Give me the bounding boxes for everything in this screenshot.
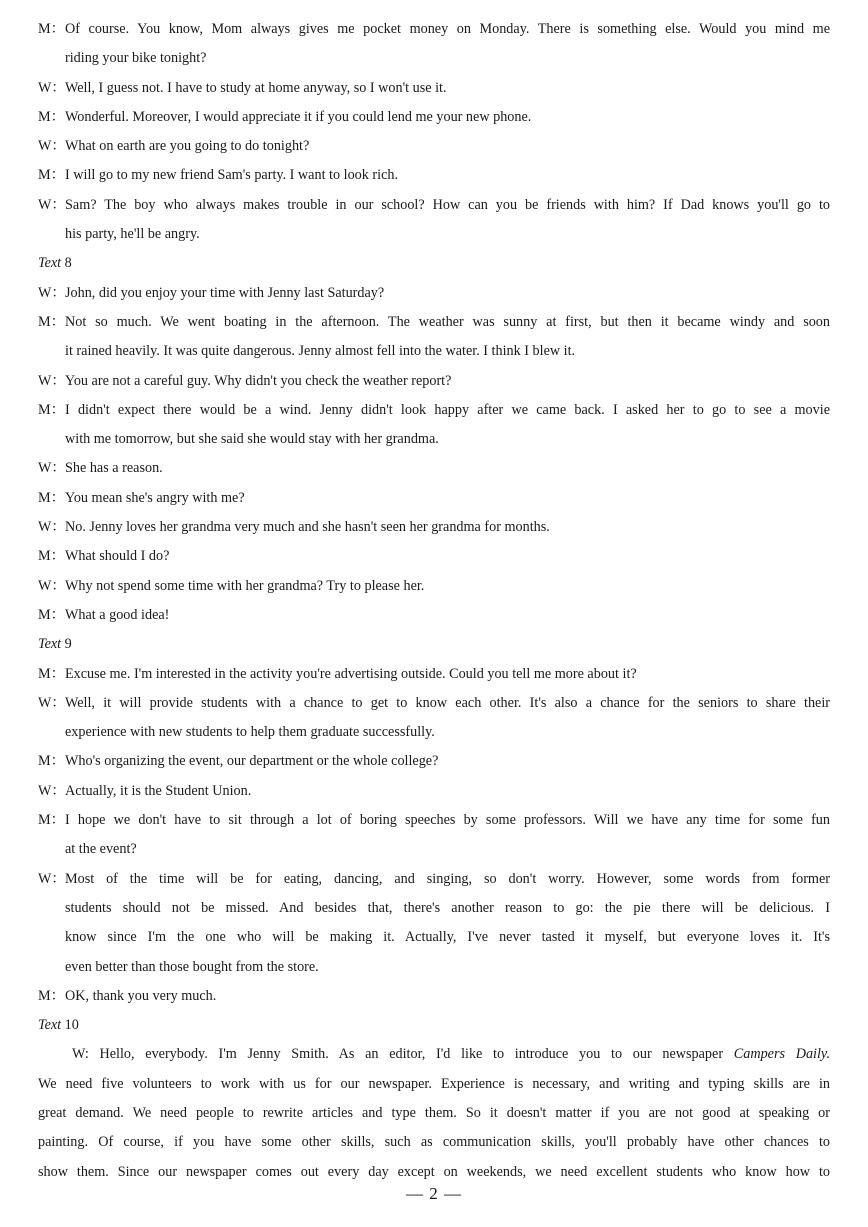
paragraph-line — [38, 1158, 830, 1187]
dialogue-line — [38, 454, 830, 483]
paragraph-text: painting. Of course, if you have some other skills, such as communication skills, you'll probably have other chances to — [38, 1134, 830, 1151]
speaker-label: M： — [38, 167, 65, 184]
speaker-label: W： — [38, 782, 66, 799]
dialogue-text: Sam? The boy who always makes trouble in our school? How can you be friends with him? If Dad knows you'll go to — [65, 196, 830, 213]
dialogue-line — [38, 337, 830, 366]
dialogue-text: Most of the time will be for eating, dancing, and singing, so don't worry. However, some words from former — [65, 870, 830, 887]
paragraph-text: W: Hello, everybody. I'm Jenny Smith. As an editor, I'd like to introduce you to our newspaper — [72, 1046, 734, 1063]
section-label-word: Text — [38, 255, 62, 272]
dialogue-line — [38, 308, 830, 337]
dialogue-text: Of course. You know, Mom always gives me pocket money on Monday. There is something else. Would you mind me — [65, 21, 830, 37]
paragraph-line — [38, 1070, 830, 1099]
section-label-word: Text — [38, 1017, 62, 1034]
dialogue-text: Who's organizing the event, our department or the whole college? — [65, 753, 439, 770]
newspaper-title: Campers Daily. — [733, 1046, 830, 1063]
dialogue-text: even better than those bought from the store. — [65, 958, 319, 975]
dialogue-text: his party, he'll be angry. — [65, 226, 200, 243]
dialogue-line — [38, 44, 830, 73]
speaker-label: M： — [38, 548, 65, 565]
dialogue-line — [38, 689, 830, 718]
dialogue-text: I will go to my new friend Sam's party. I want to look rich. — [65, 167, 399, 184]
dialogue-text: with me tomorrow, but she said she would stay with her grandma. — [65, 431, 439, 448]
dialogue-line — [38, 572, 830, 601]
dialogue-text: at the event? — [65, 841, 137, 858]
speaker-label: W： — [38, 870, 66, 887]
speaker-label: M： — [38, 665, 65, 682]
dialogue-line — [38, 835, 830, 864]
dialogue-line — [38, 865, 830, 894]
dialogue-text: I didn't expect there would be a wind. Jenny didn't look happy after we came back. I asked her to go to see a movie — [65, 401, 830, 418]
dialogue-line — [38, 542, 830, 571]
dialogue-text: OK, thank you very much. — [65, 987, 217, 1004]
speaker-label: W： — [38, 138, 66, 155]
dialogue-line — [38, 279, 830, 308]
paragraph-text: show them. Since our newspaper comes out every day except on weekends, we need excellent students who know how to — [38, 1163, 830, 1180]
dialogue-text: John, did you enjoy your time with Jenny last Saturday? — [65, 284, 385, 301]
section-label-word: Text — [38, 636, 62, 653]
dialogue-line — [38, 132, 830, 161]
speaker-label: M： — [38, 489, 65, 506]
dialogue-text: She has a reason. — [65, 460, 163, 477]
section-label-number: 10 — [64, 1017, 79, 1034]
dialogue-text: What should I do? — [65, 548, 170, 565]
dialogue-line — [38, 74, 830, 103]
speaker-label: M： — [38, 313, 65, 330]
speaker-label: W： — [38, 196, 66, 213]
speaker-label: M： — [38, 812, 65, 829]
dialogue-line — [38, 396, 830, 425]
dialogue-line — [38, 161, 830, 190]
speaker-label: M： — [38, 21, 65, 37]
dialogue-text: Well, I guess not. I have to study at home anyway, so I won't use it. — [65, 79, 447, 96]
dialogue-text: You are not a careful guy. Why didn't you check the weather report? — [65, 372, 452, 389]
speaker-label: W： — [38, 460, 66, 477]
dialogue-line — [38, 982, 830, 1011]
speaker-label: M： — [38, 753, 65, 770]
dialogue-text: No. Jenny loves her grandma very much and she hasn't seen her grandma for months. — [65, 519, 550, 536]
dialogue-text: it rained heavily. It was quite dangerous. Jenny almost fell into the water. I think I blew it. — [65, 343, 576, 360]
section-label-number: 9 — [64, 636, 72, 653]
dialogue-text: riding your bike tonight? — [65, 50, 207, 67]
section-label — [38, 630, 830, 659]
dialogue-text: Well, it will provide students with a chance to get to know each other. It's also a chance for the seniors to share their — [65, 694, 830, 711]
transcript-body — [38, 15, 830, 1187]
dialogue-text: What a good idea! — [65, 606, 170, 623]
speaker-label: M： — [38, 606, 65, 623]
dialogue-line — [38, 953, 830, 982]
dialogue-line — [38, 923, 830, 952]
dialogue-text: Not so much. We went boating in the afternoon. The weather was sunny at first, but then it became windy and soon — [65, 313, 830, 330]
dialogue-line — [38, 718, 830, 747]
dialogue-text: What on earth are you going to do tonight? — [65, 138, 310, 155]
dialogue-text: Actually, it is the Student Union. — [65, 782, 252, 799]
speaker-label: M： — [38, 401, 65, 418]
dialogue-text: know since I'm the one who will be making it. Actually, I've never tasted it myself, but everyone loves it. It's — [65, 929, 830, 946]
speaker-label: W： — [38, 372, 66, 389]
dialogue-line — [38, 103, 830, 132]
paragraph-text: We need five volunteers to work with us for our newspaper. Experience is necessary, and writing and typing skills are in — [38, 1075, 830, 1092]
dialogue-text: Why not spend some time with her grandma? Try to please her. — [65, 577, 425, 594]
page-number: — 2 — — [406, 1184, 462, 1203]
paragraph-text: great demand. We need people to rewrite articles and type them. So it doesn't matter if you are not good at speaking or — [38, 1104, 830, 1121]
dialogue-line — [38, 484, 830, 513]
speaker-label: W： — [38, 519, 66, 536]
dialogue-text: experience with new students to help them graduate successfully. — [65, 724, 435, 741]
section-label-number: 8 — [64, 255, 72, 272]
paragraph-line — [38, 1040, 830, 1069]
dialogue-text: students should not be missed. And besides that, there's another reason to go: the pie there will be delicious. I — [65, 899, 830, 916]
speaker-label: W： — [38, 284, 66, 301]
dialogue-line — [38, 15, 830, 44]
dialogue-line — [38, 660, 830, 689]
dialogue-line — [38, 220, 830, 249]
dialogue-text: You mean she's angry with me? — [65, 489, 245, 506]
section-label — [38, 249, 830, 278]
speaker-label: M： — [38, 987, 65, 1004]
dialogue-line — [38, 747, 830, 776]
dialogue-text: Wonderful. Moreover, I would appreciate it if you could lend me your new phone. — [65, 108, 532, 125]
dialogue-line — [38, 777, 830, 806]
dialogue-line — [38, 894, 830, 923]
dialogue-line — [38, 806, 830, 835]
dialogue-line — [38, 425, 830, 454]
speaker-label: M： — [38, 108, 65, 125]
paragraph-line — [38, 1128, 830, 1157]
paragraph-line — [38, 1099, 830, 1128]
dialogue-text: I hope we don't have to sit through a lot of boring speeches by some professors. Will we have any time for some fun — [65, 812, 830, 829]
dialogue-line — [38, 513, 830, 542]
dialogue-line — [38, 601, 830, 630]
speaker-label: W： — [38, 577, 66, 594]
dialogue-line — [38, 367, 830, 396]
speaker-label: W： — [38, 79, 66, 96]
section-label — [38, 1011, 830, 1040]
dialogue-text: Excuse me. I'm interested in the activity you're advertising outside. Could you tell me more about it? — [65, 665, 637, 682]
dialogue-line — [38, 191, 830, 220]
speaker-label: W： — [38, 694, 66, 711]
